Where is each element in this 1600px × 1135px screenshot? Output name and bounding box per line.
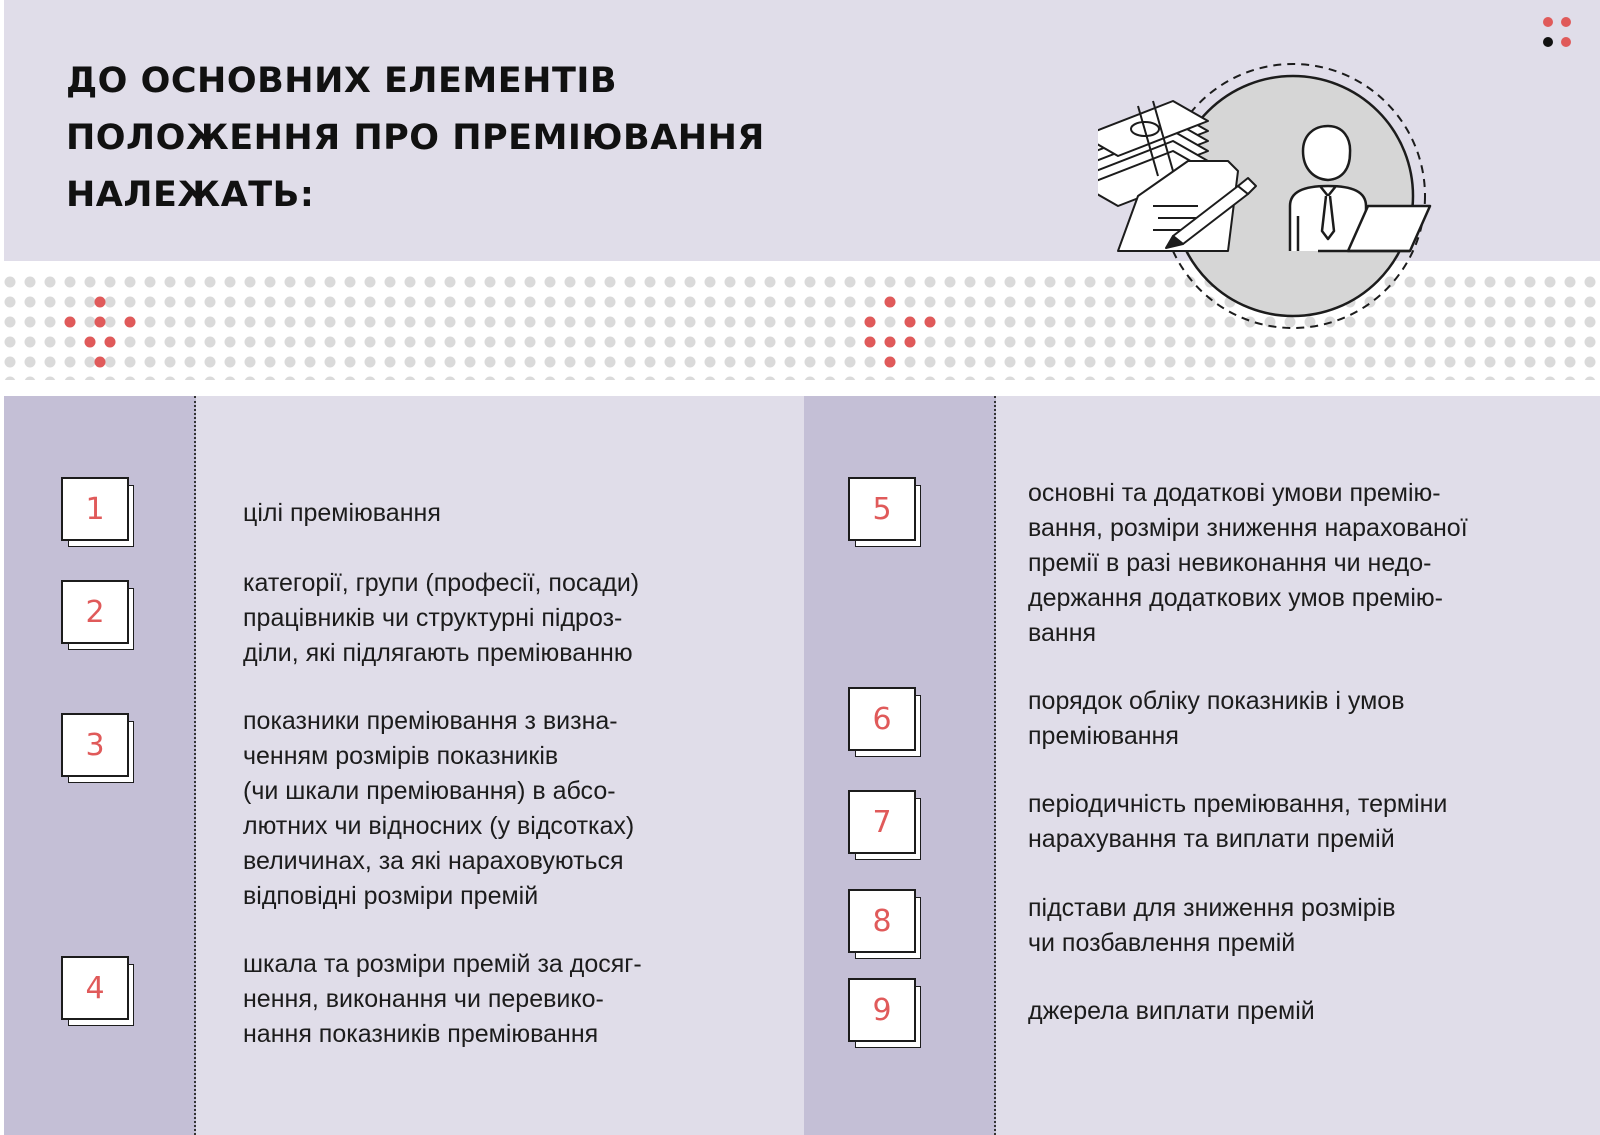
title-line: ПОЛОЖЕННЯ ПРО ПРЕМІЮВАННЯ [66, 118, 765, 158]
number-badge-8: 8 [848, 889, 914, 951]
item-text-4: шкала та розміри премій за досяг- нення, виконання чи перевико- нання показників преміювання [243, 950, 642, 1048]
number-badge-4: 4 [61, 956, 127, 1018]
number-badge-7: 7 [848, 790, 914, 852]
item-text-3: показники преміювання з визна- ченням розмірів показників (чи шкали преміювання) в абсо- лютних чи відносних (у відсотках) величинах, за які нараховуються відповідні розміри премій [243, 707, 635, 910]
number-badge-6: 6 [848, 687, 914, 749]
brand-dots-icon [1542, 16, 1582, 56]
number-badge-9: 9 [848, 978, 914, 1040]
title-line: ДО ОСНОВНИХ ЕЛЕМЕНТІВ [66, 61, 618, 101]
item-text-5: основні та додаткові умови премію- вання, розміри зниження нарахованої премії в разі невиконання чи недо- держання додаткових умов премію- вання [1028, 479, 1468, 647]
number-badge-5: 5 [848, 477, 914, 539]
item-text-2: категорії, групи (професії, посади) працівників чи структурні підроз- діли, які підлягають преміюванню [243, 569, 640, 667]
item-text-9: джерела виплати премій [1028, 997, 1315, 1025]
title-line: НАЛЕЖАТЬ: [66, 175, 315, 215]
item-text-6: порядок обліку показників і умов преміювання [1028, 687, 1405, 750]
item-text-8: підстави для зниження розмірів чи позбавлення премій [1028, 894, 1396, 957]
bonus-illustration-icon [1098, 56, 1468, 346]
number-badge-2: 2 [61, 580, 127, 642]
item-text-1: цілі преміювання [243, 499, 441, 527]
number-badge-1: 1 [61, 477, 127, 539]
page-title [66, 53, 826, 224]
number-badge-3: 3 [61, 713, 127, 775]
item-text-7: періодичність преміювання, терміни нарахування та виплати премій [1028, 790, 1448, 853]
